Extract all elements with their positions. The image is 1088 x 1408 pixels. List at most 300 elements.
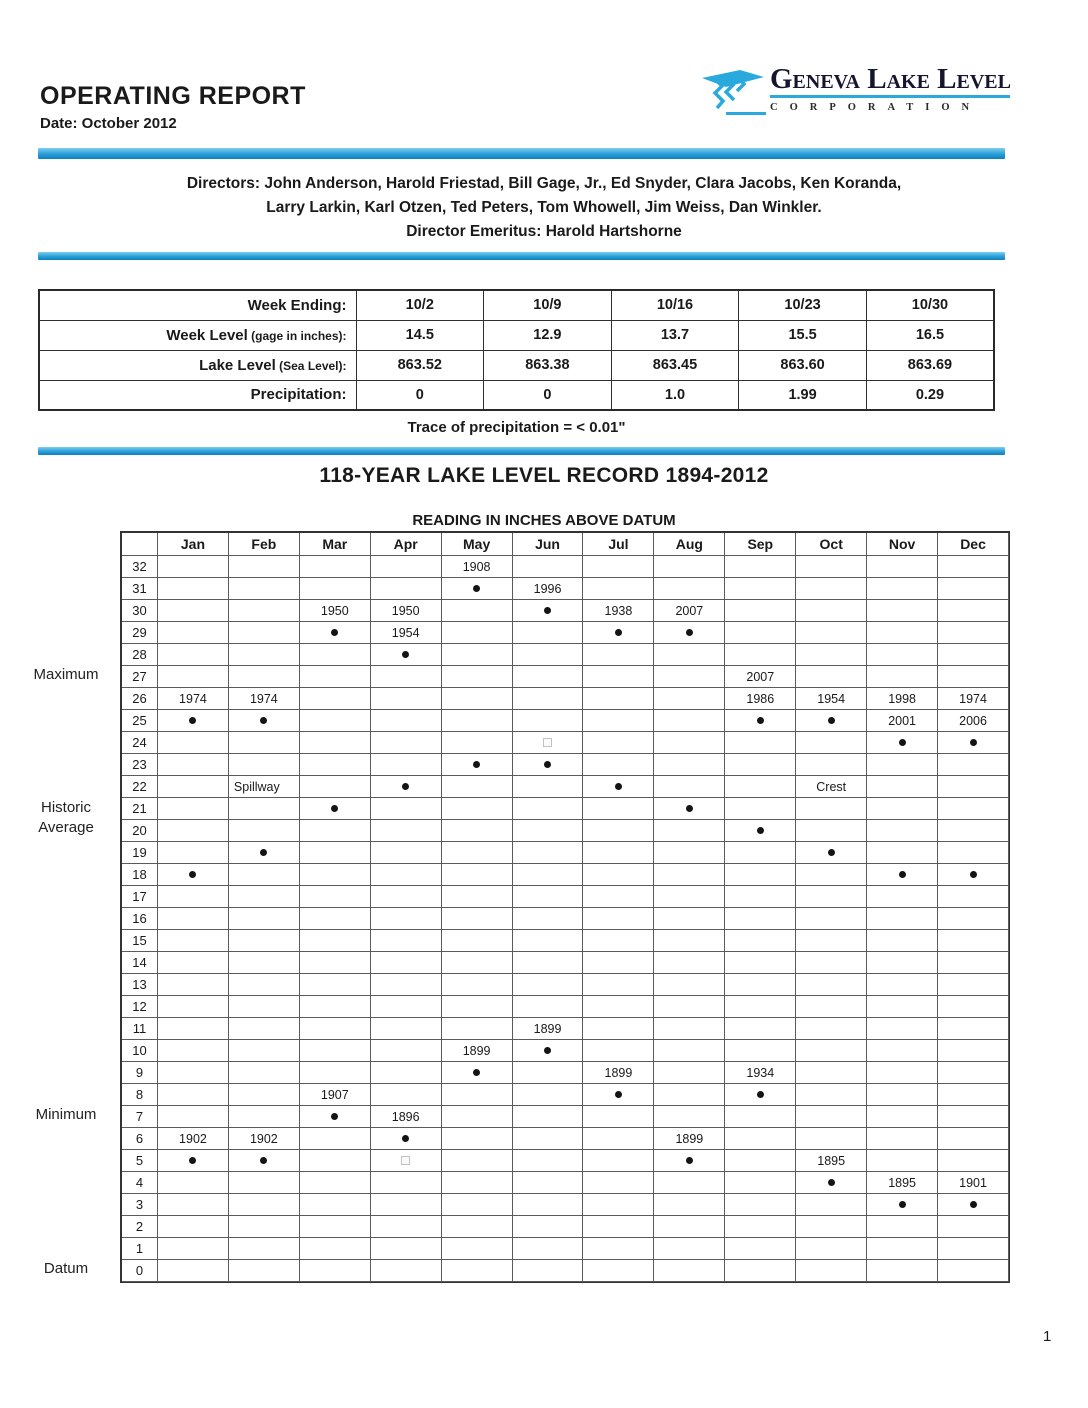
cell-text-label: 2007 [746, 669, 775, 684]
record-grid-cell [725, 732, 796, 754]
record-grid-cell [158, 820, 229, 842]
data-point-dot [828, 1179, 835, 1186]
week-table-row-label: Week Ending: [39, 290, 356, 320]
record-grid-cell [513, 600, 584, 622]
record-grid-cell [796, 1194, 867, 1216]
month-header: Sep [725, 533, 796, 556]
side-label-datum: Datum [43, 1260, 89, 1277]
data-point-dot [189, 871, 196, 878]
record-grid-cell [654, 908, 725, 930]
row-inches-label: 11 [122, 1018, 158, 1040]
record-grid-cell [654, 644, 725, 666]
record-grid-cell [229, 1150, 300, 1172]
record-grid-cell [371, 732, 442, 754]
week-table-value-cell: 10/16 [611, 290, 739, 320]
record-grid-cell [371, 600, 442, 622]
record-grid-cell [938, 1062, 1009, 1084]
record-grid-cell [938, 710, 1009, 732]
month-header: May [442, 533, 513, 556]
record-grid-cell [513, 996, 584, 1018]
record-grid-cell [158, 1040, 229, 1062]
record-grid-cell [371, 1260, 442, 1282]
record-grid-cell [583, 622, 654, 644]
month-header: Jul [583, 533, 654, 556]
record-grid-cell [300, 952, 371, 974]
record-grid-cell [229, 798, 300, 820]
record-grid-row [122, 930, 1009, 952]
record-grid-cell [725, 1194, 796, 1216]
record-grid-cell [229, 732, 300, 754]
record-grid-cell [938, 1216, 1009, 1238]
record-grid-cell [583, 798, 654, 820]
record-grid-row [122, 600, 1009, 622]
record-grid-row [122, 754, 1009, 776]
record-grid-cell [938, 930, 1009, 952]
record-grid-cell [654, 1172, 725, 1194]
record-grid-row [122, 996, 1009, 1018]
record-grid-cell [796, 1238, 867, 1260]
record-grid-cell [442, 1084, 513, 1106]
divider-bar-middle [38, 252, 1005, 260]
record-grid-cell [442, 798, 513, 820]
record-grid-cell [300, 974, 371, 996]
cell-text-label: 1954 [817, 691, 846, 706]
record-grid-cell [867, 754, 938, 776]
record-grid-cell [938, 864, 1009, 886]
record-grid-cell [513, 798, 584, 820]
record-grid-cell [867, 1260, 938, 1282]
record-grid-cell [371, 952, 442, 974]
row-inches-label: 25 [122, 710, 158, 732]
record-grid-cell [867, 666, 938, 688]
record-grid-cell [938, 1128, 1009, 1150]
record-grid-cell [158, 864, 229, 886]
record-grid-cell [938, 1084, 1009, 1106]
record-grid-cell [938, 666, 1009, 688]
month-header: Dec [938, 533, 1009, 556]
cell-text-label: 1899 [462, 1043, 491, 1058]
record-grid-cell [371, 644, 442, 666]
record-grid-cell [513, 1040, 584, 1062]
record-grid-cell [867, 556, 938, 578]
row-inches-label: 26 [122, 688, 158, 710]
precipitation-footnote: Trace of precipitation = < 0.01" [407, 419, 626, 436]
data-point-dot [970, 739, 977, 746]
cell-text-label: 1974 [179, 691, 207, 706]
record-grid-cell [300, 908, 371, 930]
record-grid-cell [725, 864, 796, 886]
record-grid-cell [796, 1150, 867, 1172]
month-header: Aug [654, 533, 725, 556]
month-header: Jan [158, 533, 229, 556]
record-grid-cell [725, 776, 796, 798]
cell-text-label: 1899 [675, 1131, 704, 1146]
record-grid-cell [158, 996, 229, 1018]
record-grid-cell [229, 1128, 300, 1150]
data-point-dot [544, 761, 551, 768]
waterfall-logo-icon [700, 68, 766, 120]
data-point-dot [757, 827, 764, 834]
record-chart-subtitle: READING IN INCHES ABOVE DATUM [412, 512, 676, 529]
record-grid-cell [796, 776, 867, 798]
record-grid-cell [938, 798, 1009, 820]
record-grid-cell [583, 644, 654, 666]
record-grid-cell [725, 1040, 796, 1062]
record-grid-row [122, 1150, 1009, 1172]
row-inches-label: 2 [122, 1216, 158, 1238]
record-grid-cell [513, 710, 584, 732]
record-grid-cell [300, 556, 371, 578]
record-grid-row [122, 886, 1009, 908]
record-grid-cell [442, 1194, 513, 1216]
cell-text-label: 1896 [391, 1109, 420, 1124]
data-point-dot [260, 849, 267, 856]
data-point-dot [615, 783, 622, 790]
record-grid-cell [442, 1150, 513, 1172]
record-grid-cell [158, 1172, 229, 1194]
week-table-value-cell: 10/30 [866, 290, 994, 320]
row-inches-label: 32 [122, 556, 158, 578]
week-table-row [39, 290, 994, 320]
record-grid-cell [725, 842, 796, 864]
record-grid-row [122, 688, 1009, 710]
record-grid-cell [583, 1150, 654, 1172]
record-grid-cell [442, 1216, 513, 1238]
record-grid-cell [867, 864, 938, 886]
record-grid-cell [229, 1040, 300, 1062]
row-inches-label: 21 [122, 798, 158, 820]
record-grid-cell [654, 952, 725, 974]
record-grid-cell [725, 996, 796, 1018]
record-grid-cell [938, 1238, 1009, 1260]
record-chart-title: 118-YEAR LAKE LEVEL RECORD 1894-2012 [319, 464, 769, 487]
record-grid-cell [654, 1018, 725, 1040]
record-grid-cell [583, 556, 654, 578]
weekly-readings-table [38, 289, 995, 411]
record-grid-cell [654, 754, 725, 776]
week-table-value-cell: 0 [484, 380, 612, 410]
record-grid-row [122, 622, 1009, 644]
record-grid-cell [158, 842, 229, 864]
record-grid-cell [938, 820, 1009, 842]
data-point-dot [544, 607, 551, 614]
row-inches-label: 16 [122, 908, 158, 930]
record-grid-cell [938, 1106, 1009, 1128]
record-grid-cell [229, 600, 300, 622]
record-grid-cell [583, 1062, 654, 1084]
side-label-maximum: Maximum [33, 666, 99, 683]
data-point-dot [331, 805, 338, 812]
record-grid-cell [371, 930, 442, 952]
record-grid-cell [938, 1172, 1009, 1194]
record-grid-cell [442, 1128, 513, 1150]
record-grid-cell [442, 1260, 513, 1282]
data-point-dot [331, 1113, 338, 1120]
data-point-dot [189, 717, 196, 724]
record-grid-cell [725, 1106, 796, 1128]
record-grid-cell [654, 600, 725, 622]
record-grid-cell [796, 952, 867, 974]
record-grid-cell [867, 1106, 938, 1128]
record-grid-cell [442, 776, 513, 798]
record-grid-cell [158, 1062, 229, 1084]
record-grid-cell [158, 798, 229, 820]
week-table-row-label: Week Level (gage in inches): [39, 320, 356, 350]
record-grid-cell [300, 710, 371, 732]
record-grid-cell [796, 622, 867, 644]
week-table-row [39, 380, 994, 410]
report-date: Date: October 2012 [40, 115, 177, 132]
record-grid-cell [371, 798, 442, 820]
record-grid-cell [300, 622, 371, 644]
row-inches-label: 8 [122, 1084, 158, 1106]
record-grid-cell [229, 710, 300, 732]
record-grid-cell [442, 1062, 513, 1084]
record-grid-cell [229, 1216, 300, 1238]
record-grid-cell [513, 1172, 584, 1194]
record-grid-cell [371, 556, 442, 578]
row-inches-label: 14 [122, 952, 158, 974]
data-point-square [543, 738, 552, 747]
record-grid-cell [513, 864, 584, 886]
record-grid-cell [158, 688, 229, 710]
record-grid-cell [158, 886, 229, 908]
data-point-dot [402, 783, 409, 790]
record-grid-row [122, 974, 1009, 996]
record-grid-cell [867, 1040, 938, 1062]
data-point-dot [828, 717, 835, 724]
row-inches-label: 3 [122, 1194, 158, 1216]
record-grid-cell [796, 886, 867, 908]
cell-text-label: 1974 [959, 691, 987, 706]
record-grid-cell [938, 1018, 1009, 1040]
record-grid-row [122, 1084, 1009, 1106]
record-grid-cell [300, 1040, 371, 1062]
data-point-dot [189, 1157, 196, 1164]
record-grid-cell [796, 732, 867, 754]
record-grid-cell [867, 688, 938, 710]
record-grid-cell [938, 908, 1009, 930]
record-grid-cell [583, 1128, 654, 1150]
record-grid-cell [300, 578, 371, 600]
record-grid-cell [583, 930, 654, 952]
record-grid-cell [725, 688, 796, 710]
record-grid-cell [583, 820, 654, 842]
record-grid-cell [654, 1106, 725, 1128]
record-grid-cell [300, 1172, 371, 1194]
row-inches-label: 31 [122, 578, 158, 600]
record-grid-cell [300, 1194, 371, 1216]
cell-text-label: 1938 [604, 603, 633, 618]
record-grid-cell [725, 1216, 796, 1238]
record-grid-header-row [122, 533, 1009, 556]
record-grid-cell [513, 1150, 584, 1172]
record-grid-cell [583, 864, 654, 886]
record-grid-cell [513, 688, 584, 710]
record-grid-cell [938, 688, 1009, 710]
record-grid-cell [583, 666, 654, 688]
record-grid-cell [796, 1062, 867, 1084]
record-grid-cell [796, 974, 867, 996]
record-grid-cell [300, 1150, 371, 1172]
record-grid-cell [371, 710, 442, 732]
record-grid-cell [654, 974, 725, 996]
record-grid-cell [371, 1172, 442, 1194]
record-grid-cell [158, 666, 229, 688]
record-grid-cell [158, 732, 229, 754]
row-inches-label: 17 [122, 886, 158, 908]
data-point-dot [686, 805, 693, 812]
week-table-value-cell: 0 [356, 380, 484, 410]
data-point-dot [473, 1069, 480, 1076]
data-point-dot [473, 585, 480, 592]
record-grid-cell [583, 578, 654, 600]
record-grid-cell [513, 578, 584, 600]
record-grid-cell [725, 1084, 796, 1106]
row-inches-label: 5 [122, 1150, 158, 1172]
record-grid-row [122, 908, 1009, 930]
cell-text-label: 1899 [604, 1065, 633, 1080]
record-grid-cell [513, 930, 584, 952]
record-grid-cell [725, 710, 796, 732]
record-grid-cell [583, 1238, 654, 1260]
record-grid-cell [796, 842, 867, 864]
record-grid-cell [867, 952, 938, 974]
record-grid-cell [442, 930, 513, 952]
data-point-dot [260, 1157, 267, 1164]
record-grid-cell [442, 1106, 513, 1128]
record-grid-cell [300, 600, 371, 622]
record-grid-cell [654, 710, 725, 732]
cell-text-label: 2006 [959, 713, 987, 728]
record-grid-cell [513, 1128, 584, 1150]
record-grid-cell [938, 996, 1009, 1018]
week-table-value-cell: 863.60 [739, 350, 867, 380]
record-grid-cell [229, 666, 300, 688]
record-grid-cell [442, 1040, 513, 1062]
record-grid-cell [583, 974, 654, 996]
record-grid-cell [371, 1128, 442, 1150]
record-grid-cell [654, 1084, 725, 1106]
data-point-dot [402, 1135, 409, 1142]
row-inches-label: 30 [122, 600, 158, 622]
record-grid-cell [513, 754, 584, 776]
record-grid-cell [725, 622, 796, 644]
record-grid-cell [583, 1040, 654, 1062]
directors-line-1: Directors: John Anderson, Harold Friestad, Bill Gage, Jr., Ed Snyder, Clara Jacobs, Ken Koranda, [186, 175, 902, 192]
week-table-value-cell: 10/23 [739, 290, 867, 320]
record-grid-cell [654, 996, 725, 1018]
record-grid-cell [229, 1018, 300, 1040]
record-grid-row [122, 1216, 1009, 1238]
record-grid-cell [938, 556, 1009, 578]
record-grid-cell [158, 952, 229, 974]
cell-text-label: 1895 [888, 1175, 917, 1190]
record-grid-cell [796, 820, 867, 842]
month-header: Jun [513, 533, 584, 556]
record-grid-cell [442, 886, 513, 908]
record-grid-cell [300, 864, 371, 886]
record-grid-cell [654, 666, 725, 688]
data-point-dot [331, 629, 338, 636]
record-grid-cell [796, 1172, 867, 1194]
row-inches-label: 10 [122, 1040, 158, 1062]
record-grid-cell [796, 798, 867, 820]
month-header: Mar [300, 533, 371, 556]
record-grid-cell [513, 886, 584, 908]
record-grid-cell [300, 1084, 371, 1106]
record-grid-cell [867, 732, 938, 754]
record-grid-cell [796, 578, 867, 600]
record-grid-cell [371, 908, 442, 930]
data-point-square [401, 1156, 410, 1165]
record-grid-cell [371, 1040, 442, 1062]
record-grid-cell [938, 776, 1009, 798]
week-table-row [39, 320, 994, 350]
record-grid-row [122, 864, 1009, 886]
record-grid-cell [158, 1084, 229, 1106]
record-grid-cell [513, 1260, 584, 1282]
record-grid-cell [158, 1238, 229, 1260]
record-grid-row [122, 1128, 1009, 1150]
record-grid-cell [583, 710, 654, 732]
record-grid-cell [938, 1194, 1009, 1216]
week-table-value-cell: 863.38 [484, 350, 612, 380]
record-grid-cell [158, 556, 229, 578]
record-grid-cell [300, 732, 371, 754]
record-grid-cell [371, 1194, 442, 1216]
record-grid-cell [867, 1238, 938, 1260]
week-table-value-cell: 863.52 [356, 350, 484, 380]
record-grid-cell [442, 666, 513, 688]
record-grid-cell [725, 644, 796, 666]
record-grid-cell [229, 974, 300, 996]
record-grid-cell [583, 732, 654, 754]
record-grid-cell [229, 688, 300, 710]
record-grid-cell [867, 1062, 938, 1084]
record-grid-cell [229, 1172, 300, 1194]
record-grid-cell [654, 930, 725, 952]
record-grid-row [122, 820, 1009, 842]
record-grid-cell [938, 578, 1009, 600]
cell-text-label: 1901 [959, 1175, 987, 1190]
record-grid-cell [229, 908, 300, 930]
record-grid-cell [229, 1106, 300, 1128]
record-grid-row [122, 666, 1009, 688]
record-grid-cell [867, 1216, 938, 1238]
record-grid-cell [654, 1040, 725, 1062]
record-grid-cell [158, 600, 229, 622]
month-header: Oct [796, 533, 867, 556]
record-grid-cell [442, 952, 513, 974]
record-grid-cell [442, 1238, 513, 1260]
record-grid-cell [513, 820, 584, 842]
cell-text-label: 1902 [179, 1131, 207, 1146]
cell-text-label: 1902 [249, 1131, 278, 1146]
record-grid-cell [371, 842, 442, 864]
record-grid-cell [583, 600, 654, 622]
cell-text-label: 1950 [391, 603, 420, 618]
data-point-dot [402, 651, 409, 658]
record-grid-cell [654, 732, 725, 754]
record-grid-cell [938, 842, 1009, 864]
record-grid-cell [442, 996, 513, 1018]
data-point-dot [828, 849, 835, 856]
record-grid-cell [725, 1150, 796, 1172]
record-grid-row [122, 1040, 1009, 1062]
record-grid-cell [371, 666, 442, 688]
logo-underline [770, 95, 1010, 98]
